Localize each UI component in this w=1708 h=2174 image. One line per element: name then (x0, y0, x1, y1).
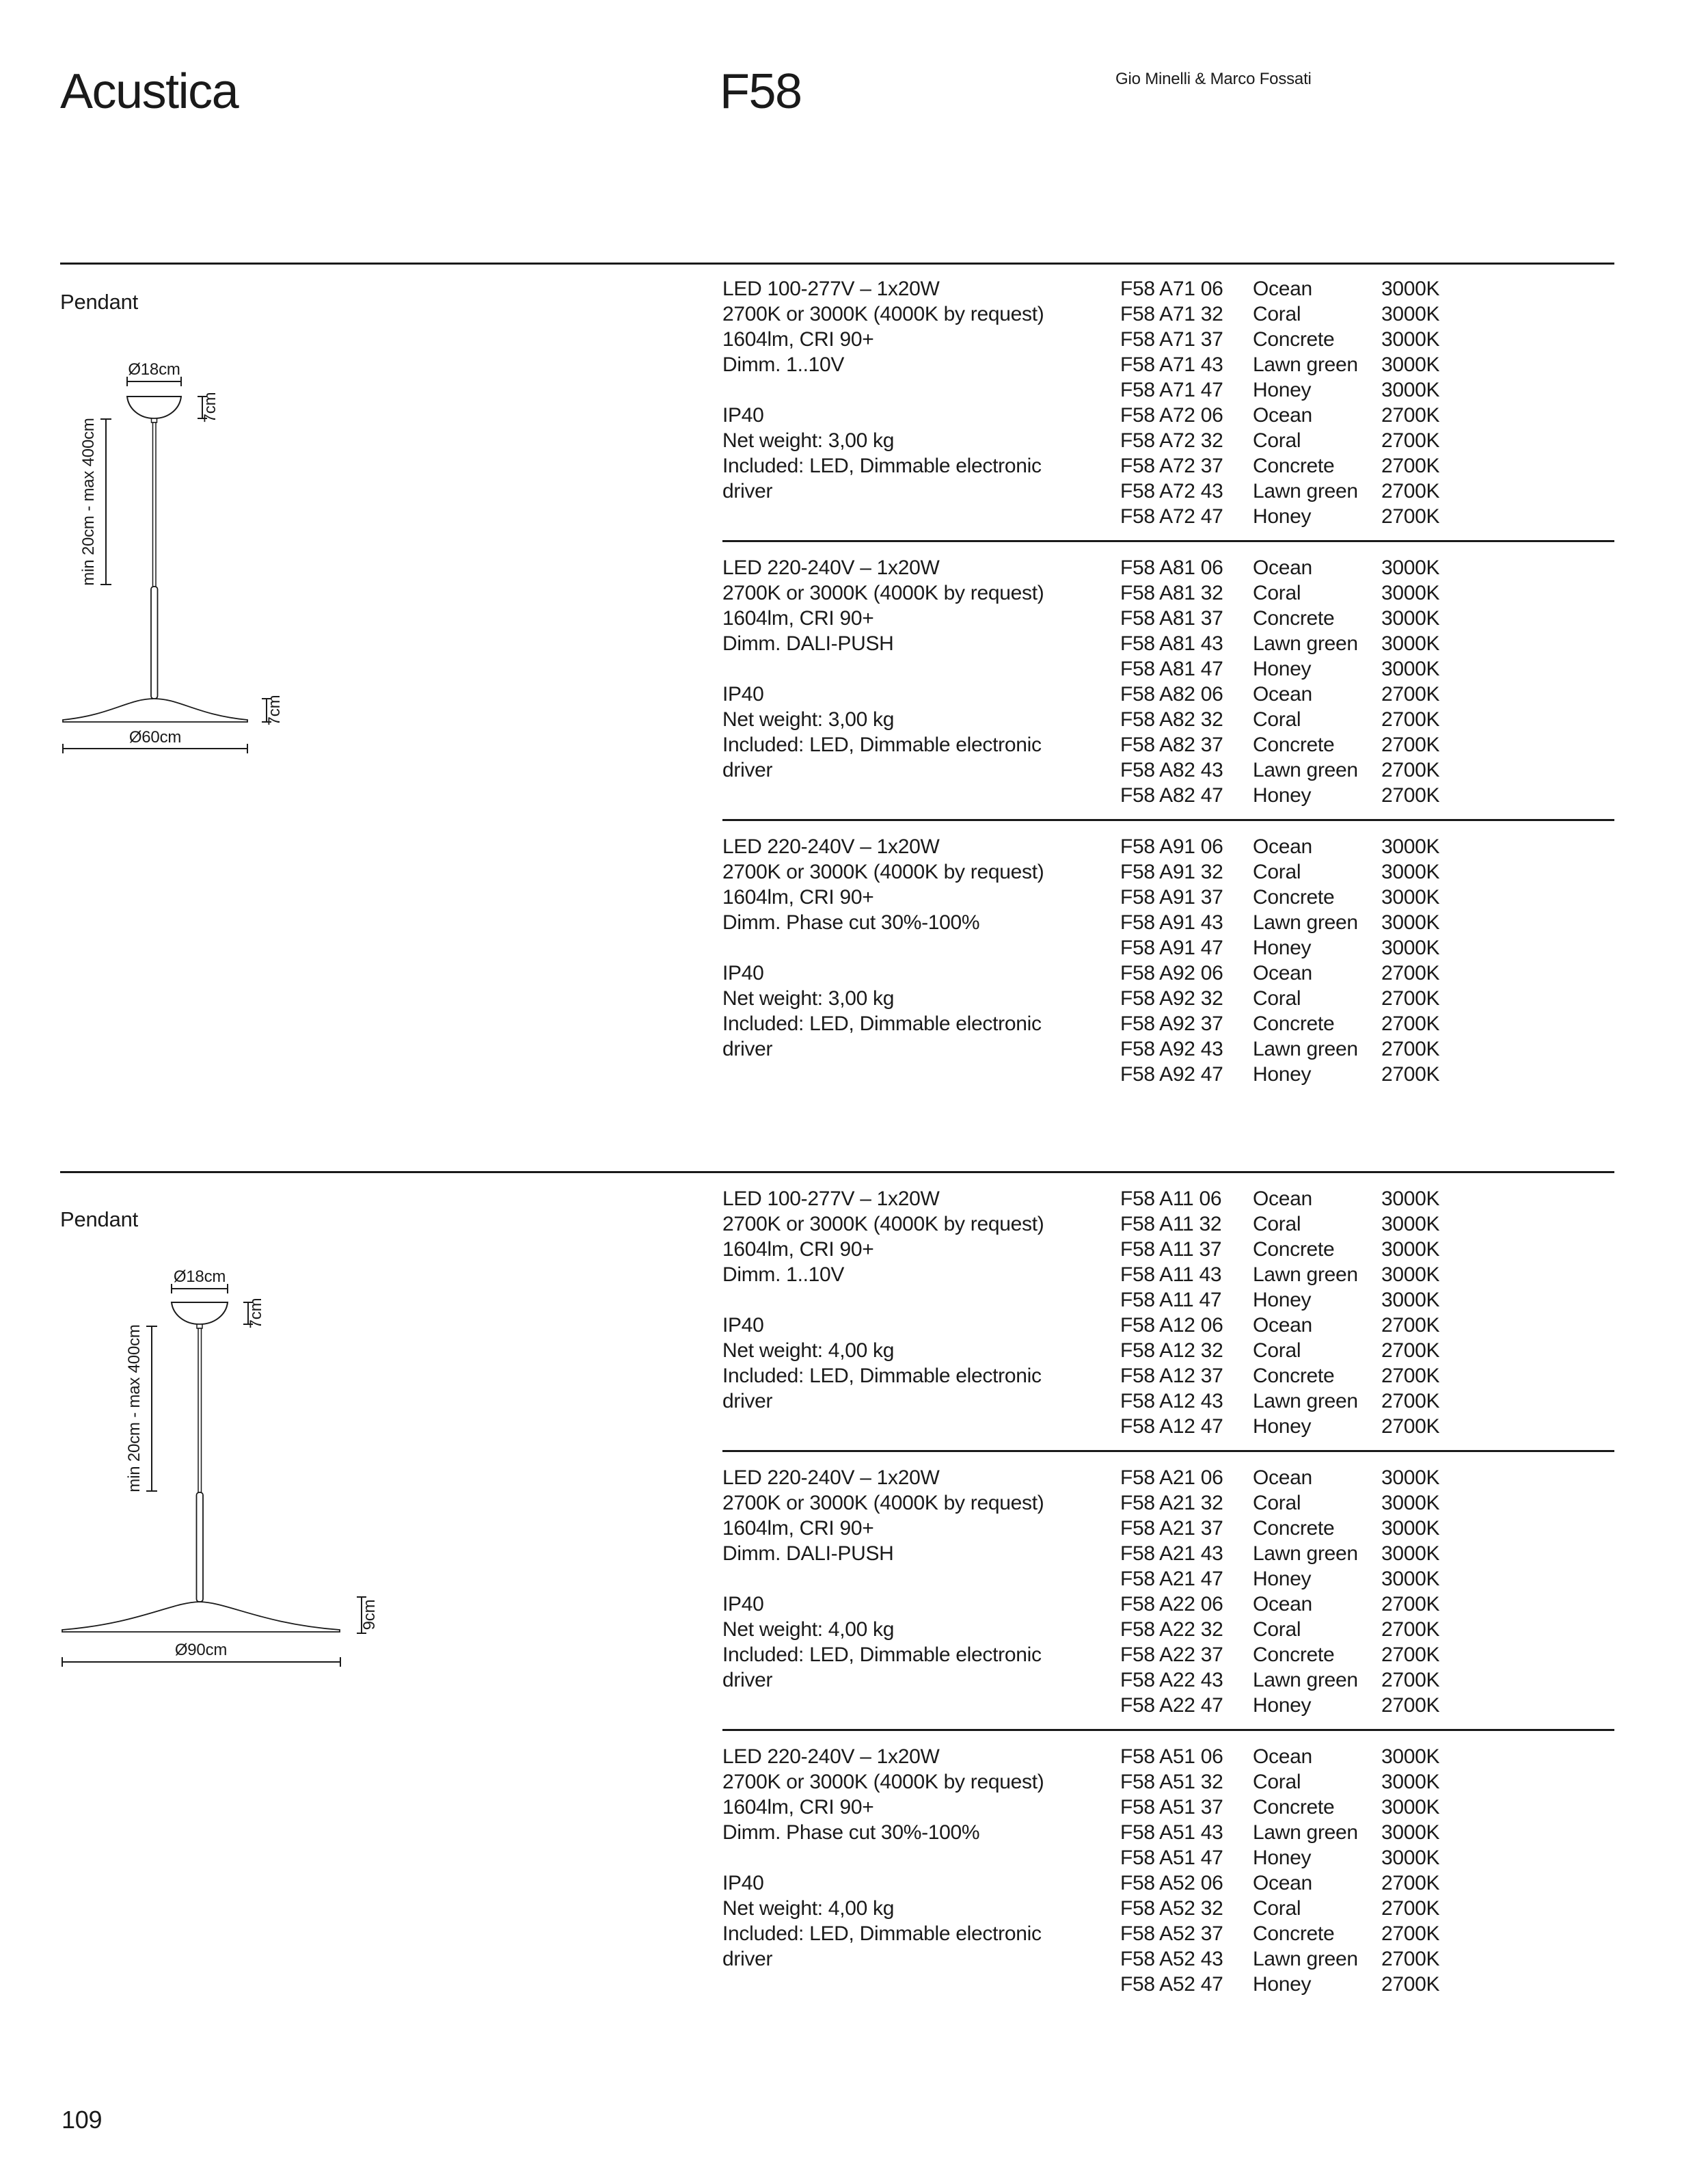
variant-code: F58 A12 43 (1120, 1390, 1223, 1412)
variant-finish: Coral (1253, 1339, 1301, 1362)
variant-code: F58 A82 37 (1120, 734, 1223, 756)
variant-temp: 3000K (1381, 328, 1440, 351)
variant-code: F58 A91 37 (1120, 886, 1223, 909)
variant-temp: 3000K (1381, 911, 1440, 934)
variant-finish: Concrete (1253, 328, 1335, 351)
variant-temp: 2700K (1381, 683, 1440, 706)
variant-finish: Concrete (1253, 886, 1335, 909)
variant-temp: 2700K (1381, 1012, 1440, 1035)
stem-rod (151, 587, 158, 699)
variant-code: F58 A22 47 (1120, 1694, 1223, 1717)
variant-code: F58 A52 32 (1120, 1897, 1223, 1920)
spec-lines (722, 1186, 1120, 1414)
variant-temp: 2700K (1381, 1618, 1440, 1641)
spec-line: Included: LED, Dimmable electronic (722, 1643, 1042, 1666)
spec-lines (722, 834, 1120, 1062)
variant-code: F58 A91 06 (1120, 835, 1223, 858)
spec-line: IP40 (722, 1593, 764, 1615)
variant-temp: 3000K (1381, 658, 1440, 680)
canopy-stem-joint (197, 1324, 202, 1328)
variant-code: F58 A11 47 (1120, 1289, 1222, 1311)
product-label: Pendant (60, 290, 139, 314)
shade-height-label: 9cm (360, 1599, 379, 1630)
spec-line (722, 377, 1120, 403)
variant-finish: Lawn green (1253, 1263, 1358, 1286)
spec-line (722, 656, 1120, 682)
variant-finish: Concrete (1253, 455, 1335, 477)
dimension-drawing-90cm (55, 1265, 437, 1675)
suspension-cable (153, 422, 157, 587)
variant-finish: Ocean (1253, 1314, 1312, 1337)
variant-finish: Ocean (1253, 556, 1312, 579)
variant-code: F58 A52 47 (1120, 1973, 1223, 1996)
variant-code: F58 A92 06 (1120, 962, 1223, 984)
cap-diameter-label: Ø18cm (173, 1267, 226, 1286)
spec-block (722, 834, 1614, 1087)
spec-line: driver (722, 759, 773, 781)
variant-code: F58 A82 47 (1120, 784, 1223, 807)
variant-finish: Coral (1253, 1618, 1301, 1641)
variant-finish: Ocean (1253, 683, 1312, 706)
spec-line: 1604lm, CRI 90+ (722, 328, 874, 351)
spec-line: 2700K or 3000K (4000K by request) (722, 861, 1044, 883)
variant-code: F58 A71 47 (1120, 379, 1223, 401)
variant-temp: 2700K (1381, 1643, 1440, 1666)
variant-table (1120, 1744, 1614, 1997)
variant-temp: 2700K (1381, 987, 1440, 1010)
spec-line: Net weight: 4,00 kg (722, 1618, 895, 1641)
variant-finish: Concrete (1253, 1517, 1335, 1540)
spec-line: Net weight: 4,00 kg (722, 1339, 895, 1362)
variant-finish: Lawn green (1253, 911, 1358, 934)
spec-line: Dimm. Phase cut 30%-100% (722, 911, 980, 934)
page-title: Acustica (60, 64, 239, 119)
spec-line: Included: LED, Dimmable electronic (722, 1922, 1042, 1945)
suspension-dim-line (146, 1326, 157, 1491)
spec-block (722, 1186, 1614, 1439)
variant-finish: Honey (1253, 658, 1312, 680)
variant-temp: 3000K (1381, 1847, 1440, 1869)
variant-code: F58 A82 06 (1120, 683, 1223, 706)
spec-line: LED 220-240V – 1x20W (722, 1745, 940, 1768)
variant-code: F58 A51 32 (1120, 1771, 1223, 1793)
spec-line: 1604lm, CRI 90+ (722, 1796, 874, 1819)
model-code: F58 (720, 64, 802, 119)
spec-line: driver (722, 1390, 773, 1412)
spec-line: 1604lm, CRI 90+ (722, 1517, 874, 1540)
block-divider (722, 819, 1614, 821)
variant-temp: 2700K (1381, 1897, 1440, 1920)
variant-code: F58 A52 06 (1120, 1872, 1223, 1894)
shade-outline (62, 1602, 340, 1632)
spec-lines (722, 1744, 1120, 1972)
spec-lines (722, 1465, 1120, 1693)
variant-code: F58 A71 06 (1120, 278, 1223, 300)
spec-line: driver (722, 1038, 773, 1060)
variant-finish: Coral (1253, 1897, 1301, 1920)
spec-line: Net weight: 3,00 kg (722, 987, 895, 1010)
section-rule (60, 263, 1614, 265)
variant-finish: Ocean (1253, 1466, 1312, 1489)
variant-code: F58 A92 37 (1120, 1012, 1223, 1035)
canopy-stem-joint (152, 418, 157, 422)
variant-temp: 2700K (1381, 1669, 1440, 1691)
spec-line: 2700K or 3000K (4000K by request) (722, 1492, 1044, 1514)
spec-line: LED 220-240V – 1x20W (722, 556, 940, 579)
spec-line: Included: LED, Dimmable electronic (722, 1365, 1042, 1387)
spec-line: 2700K or 3000K (4000K by request) (722, 1771, 1044, 1793)
variant-temp: 2700K (1381, 1948, 1440, 1970)
variant-finish: Ocean (1253, 404, 1312, 427)
stem-rod (197, 1492, 204, 1602)
variant-temp: 2700K (1381, 1038, 1440, 1060)
product-label: Pendant (60, 1207, 139, 1231)
variant-code: F58 A22 06 (1120, 1593, 1223, 1615)
spec-line: IP40 (722, 683, 764, 706)
variant-temp: 2700K (1381, 708, 1440, 731)
variant-finish: Honey (1253, 1694, 1312, 1717)
variant-finish: Coral (1253, 1771, 1301, 1793)
variant-finish: Lawn green (1253, 1542, 1358, 1565)
variant-finish: Honey (1253, 937, 1312, 959)
variant-finish: Ocean (1253, 278, 1312, 300)
variant-finish: Concrete (1253, 1643, 1335, 1666)
variant-temp: 2700K (1381, 759, 1440, 781)
variant-finish: Honey (1253, 1289, 1312, 1311)
variant-temp: 2700K (1381, 455, 1440, 477)
variant-temp: 3000K (1381, 1289, 1440, 1311)
variant-temp: 3000K (1381, 861, 1440, 883)
variant-code: F58 A72 32 (1120, 429, 1223, 452)
spec-line: 1604lm, CRI 90+ (722, 886, 874, 909)
spec-block (722, 1465, 1614, 1718)
variant-finish: Concrete (1253, 1796, 1335, 1819)
variant-temp: 2700K (1381, 1314, 1440, 1337)
spec-line (722, 1566, 1120, 1592)
variant-finish: Ocean (1253, 835, 1312, 858)
spec-line: Included: LED, Dimmable electronic (722, 455, 1042, 477)
variant-code: F58 A51 47 (1120, 1847, 1223, 1869)
variant-temp: 2700K (1381, 1365, 1440, 1387)
variant-temp: 3000K (1381, 607, 1440, 630)
variant-finish: Ocean (1253, 1187, 1312, 1210)
variant-temp: 3000K (1381, 1821, 1440, 1844)
variant-code: F58 A21 37 (1120, 1517, 1223, 1540)
spec-line: Dimm. DALI-PUSH (722, 632, 894, 655)
variant-table (1120, 834, 1614, 1087)
variant-finish: Concrete (1253, 607, 1335, 630)
spec-line: Dimm. DALI-PUSH (722, 1542, 894, 1565)
designers: Gio Minelli & Marco Fossati (1115, 70, 1312, 88)
variant-code: F58 A72 37 (1120, 455, 1223, 477)
variant-finish: Concrete (1253, 734, 1335, 756)
variant-code: F58 A11 37 (1120, 1238, 1222, 1261)
variant-temp: 3000K (1381, 937, 1440, 959)
spec-line: LED 220-240V – 1x20W (722, 835, 940, 858)
cap-diameter-label: Ø18cm (128, 360, 180, 379)
variant-finish: Concrete (1253, 1365, 1335, 1387)
spec-line: Dimm. 1..10V (722, 1263, 845, 1286)
spec-line (722, 935, 1120, 961)
variant-temp: 3000K (1381, 1568, 1440, 1590)
variant-code: F58 A51 06 (1120, 1745, 1223, 1768)
shade-diameter-label: Ø90cm (174, 1641, 228, 1659)
spec-line (722, 1287, 1120, 1313)
variant-table (1120, 276, 1614, 529)
spec-lines (722, 555, 1120, 783)
variant-finish: Ocean (1253, 1745, 1312, 1768)
variant-temp: 3000K (1381, 1492, 1440, 1514)
variant-finish: Coral (1253, 429, 1301, 452)
variant-temp: 3000K (1381, 835, 1440, 858)
variant-code: F58 A21 32 (1120, 1492, 1223, 1514)
variant-temp: 2700K (1381, 1339, 1440, 1362)
spec-line (722, 1845, 1120, 1870)
variant-temp: 3000K (1381, 886, 1440, 909)
spec-line: LED 220-240V – 1x20W (722, 1466, 940, 1489)
spec-line: Dimm. 1..10V (722, 353, 845, 376)
variant-finish: Lawn green (1253, 353, 1358, 376)
spec-line: IP40 (722, 1872, 764, 1894)
suspension-dim-line (100, 419, 111, 585)
variant-code: F58 A21 06 (1120, 1466, 1223, 1489)
variant-code: F58 A51 37 (1120, 1796, 1223, 1819)
variant-temp: 3000K (1381, 278, 1440, 300)
variant-temp: 2700K (1381, 784, 1440, 807)
variant-code: F58 A81 47 (1120, 658, 1223, 680)
variant-code: F58 A12 37 (1120, 1365, 1223, 1387)
variant-finish: Coral (1253, 1213, 1301, 1235)
variant-code: F58 A81 37 (1120, 607, 1223, 630)
variant-code: F58 A11 43 (1120, 1263, 1222, 1286)
variant-code: F58 A22 32 (1120, 1618, 1223, 1641)
variant-temp: 3000K (1381, 1771, 1440, 1793)
variant-finish: Lawn green (1253, 1390, 1358, 1412)
variant-finish: Coral (1253, 582, 1301, 604)
variant-code: F58 A92 43 (1120, 1038, 1223, 1060)
section-rule (60, 1171, 1614, 1173)
shade-height-label: 7cm (265, 695, 284, 726)
spec-block (722, 1744, 1614, 1997)
variant-finish: Concrete (1253, 1012, 1335, 1035)
variant-finish: Coral (1253, 1492, 1301, 1514)
variant-finish: Lawn green (1253, 1948, 1358, 1970)
suspension-label: min 20cm - max 400cm (79, 418, 98, 586)
variant-temp: 2700K (1381, 1694, 1440, 1717)
variant-finish: Coral (1253, 303, 1301, 325)
variant-finish: Lawn green (1253, 759, 1358, 781)
variant-temp: 3000K (1381, 1542, 1440, 1565)
variant-code: F58 A81 06 (1120, 556, 1223, 579)
variant-code: F58 A12 47 (1120, 1415, 1223, 1438)
variant-finish: Honey (1253, 1568, 1312, 1590)
shade-outline (63, 699, 247, 722)
block-divider (722, 540, 1614, 542)
variant-finish: Honey (1253, 505, 1312, 528)
spec-line: Included: LED, Dimmable electronic (722, 734, 1042, 756)
spec-line: 1604lm, CRI 90+ (722, 1238, 874, 1261)
variant-table (1120, 555, 1614, 808)
block-divider (722, 1450, 1614, 1452)
variant-code: F58 A91 47 (1120, 937, 1223, 959)
variant-code: F58 A71 37 (1120, 328, 1223, 351)
variant-code: F58 A82 43 (1120, 759, 1223, 781)
variant-finish: Lawn green (1253, 1669, 1358, 1691)
variant-temp: 3000K (1381, 1187, 1440, 1210)
variant-finish: Honey (1253, 1415, 1312, 1438)
canopy-outline (172, 1302, 228, 1324)
variant-finish: Lawn green (1253, 480, 1358, 502)
variant-code: F58 A72 43 (1120, 480, 1223, 502)
spec-line: 2700K or 3000K (4000K by request) (722, 582, 1044, 604)
variant-code: F58 A22 43 (1120, 1669, 1223, 1691)
variant-finish: Honey (1253, 1847, 1312, 1869)
spec-line: 2700K or 3000K (4000K by request) (722, 303, 1044, 325)
variant-temp: 2700K (1381, 1415, 1440, 1438)
shade-diameter-label: Ø60cm (128, 728, 182, 747)
spec-line: IP40 (722, 1314, 764, 1337)
variant-temp: 2700K (1381, 1922, 1440, 1945)
variant-temp: 3000K (1381, 1263, 1440, 1286)
variant-code: F58 A72 06 (1120, 404, 1223, 427)
block-divider (722, 1729, 1614, 1731)
canopy-outline (127, 397, 181, 418)
variant-temp: 2700K (1381, 480, 1440, 502)
variant-code: F58 A12 32 (1120, 1339, 1223, 1362)
variant-finish: Coral (1253, 861, 1301, 883)
variant-temp: 2700K (1381, 1593, 1440, 1615)
variant-code: F58 A91 32 (1120, 861, 1223, 883)
spec-lines (722, 276, 1120, 504)
variant-temp: 3000K (1381, 1517, 1440, 1540)
variant-code: F58 A92 47 (1120, 1063, 1223, 1086)
variant-code: F58 A81 43 (1120, 632, 1223, 655)
variant-finish: Ocean (1253, 962, 1312, 984)
spec-line: LED 100-277V – 1x20W (722, 1187, 940, 1210)
spec-line: Net weight: 3,00 kg (722, 708, 895, 731)
spec-line: Net weight: 4,00 kg (722, 1897, 895, 1920)
variant-code: F58 A21 43 (1120, 1542, 1223, 1565)
variant-code: F58 A11 32 (1120, 1213, 1222, 1235)
variant-temp: 3000K (1381, 1796, 1440, 1819)
variant-temp: 3000K (1381, 1745, 1440, 1768)
variant-temp: 2700K (1381, 962, 1440, 984)
variant-finish: Ocean (1253, 1593, 1312, 1615)
variant-finish: Lawn green (1253, 1821, 1358, 1844)
variant-finish: Lawn green (1253, 1038, 1358, 1060)
variant-temp: 2700K (1381, 1872, 1440, 1894)
spec-line: 2700K or 3000K (4000K by request) (722, 1213, 1044, 1235)
variant-code: F58 A92 32 (1120, 987, 1223, 1010)
variant-finish: Concrete (1253, 1238, 1335, 1261)
page-number: 109 (62, 2106, 103, 2134)
variant-temp: 3000K (1381, 303, 1440, 325)
variant-temp: 3000K (1381, 556, 1440, 579)
spec-line: driver (722, 1948, 773, 1970)
variant-temp: 2700K (1381, 429, 1440, 452)
spec-line: Dimm. Phase cut 30%-100% (722, 1821, 980, 1844)
variant-temp: 3000K (1381, 379, 1440, 401)
suspension-label: min 20cm - max 400cm (125, 1324, 144, 1492)
variant-code: F58 A11 06 (1120, 1187, 1222, 1210)
variant-code: F58 A81 32 (1120, 582, 1223, 604)
dimension-drawing-60cm (55, 352, 369, 762)
variant-temp: 3000K (1381, 1213, 1440, 1235)
spec-line: Included: LED, Dimmable electronic (722, 1012, 1042, 1035)
spec-line: 1604lm, CRI 90+ (722, 607, 874, 630)
spec-line: driver (722, 1669, 773, 1691)
variant-code: F58 A51 43 (1120, 1821, 1223, 1844)
spec-line: Net weight: 3,00 kg (722, 429, 895, 452)
variant-code: F58 A82 32 (1120, 708, 1223, 731)
variant-code: F58 A52 37 (1120, 1922, 1223, 1945)
variant-code: F58 A91 43 (1120, 911, 1223, 934)
variant-temp: 3000K (1381, 353, 1440, 376)
variant-finish: Honey (1253, 379, 1312, 401)
variant-table (1120, 1186, 1614, 1439)
variant-temp: 2700K (1381, 734, 1440, 756)
variant-finish: Honey (1253, 1973, 1312, 1996)
spec-block (722, 276, 1614, 529)
variant-temp: 3000K (1381, 1466, 1440, 1489)
variant-finish: Honey (1253, 784, 1312, 807)
variant-code: F58 A71 32 (1120, 303, 1223, 325)
variant-table (1120, 1465, 1614, 1718)
variant-code: F58 A21 47 (1120, 1568, 1223, 1590)
spec-line: IP40 (722, 404, 764, 427)
suspension-cable (198, 1328, 202, 1492)
variant-temp: 2700K (1381, 404, 1440, 427)
spec-line: IP40 (722, 962, 764, 984)
variant-temp: 2700K (1381, 1063, 1440, 1086)
variant-code: F58 A12 06 (1120, 1314, 1223, 1337)
variant-temp: 2700K (1381, 1390, 1440, 1412)
variant-temp: 2700K (1381, 1973, 1440, 1996)
variant-finish: Concrete (1253, 1922, 1335, 1945)
variant-finish: Coral (1253, 987, 1301, 1010)
variant-temp: 3000K (1381, 632, 1440, 655)
variant-temp: 2700K (1381, 505, 1440, 528)
spec-line: driver (722, 480, 773, 502)
variant-finish: Honey (1253, 1063, 1312, 1086)
variant-code: F58 A71 43 (1120, 353, 1223, 376)
cap-height-label: 7cm (201, 392, 219, 423)
variant-code: F58 A72 47 (1120, 505, 1223, 528)
variant-code: F58 A22 37 (1120, 1643, 1223, 1666)
variant-temp: 3000K (1381, 582, 1440, 604)
variant-code: F58 A52 43 (1120, 1948, 1223, 1970)
cap-height-label: 7cm (247, 1298, 265, 1329)
variant-finish: Coral (1253, 708, 1301, 731)
spec-block (722, 555, 1614, 808)
spec-line: LED 100-277V – 1x20W (722, 278, 940, 300)
variant-finish: Ocean (1253, 1872, 1312, 1894)
variant-temp: 3000K (1381, 1238, 1440, 1261)
variant-finish: Lawn green (1253, 632, 1358, 655)
